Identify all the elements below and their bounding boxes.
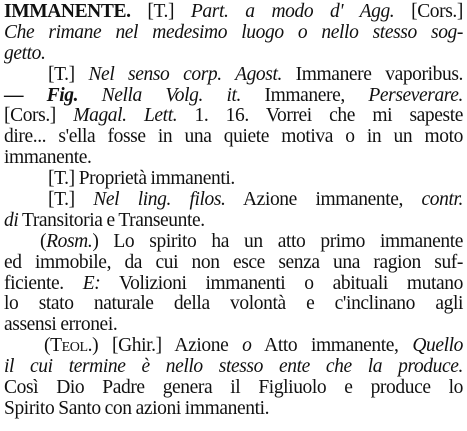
entry-line-13 <box>4 253 463 274</box>
entry-text-run: Fig. <box>46 84 79 106</box>
entry-line-18 <box>4 357 463 378</box>
entry-text-run: Volizioni immanenti o abituali mutano <box>100 272 463 294</box>
entry-text-run: ficiente. <box>4 272 83 294</box>
entry-text-run: ed immobile, da cui non esce senza una ragion suf- <box>4 251 463 273</box>
entry-text-run: — <box>4 84 47 106</box>
entry-text-run: Magal. Lett. <box>73 105 178 127</box>
entry-text-run: Quello <box>412 335 463 357</box>
entry-text-run: [Cors.] <box>394 1 463 22</box>
entry-text-run: ( <box>40 230 47 252</box>
entry-text-run: ) [Ghir.] Azione <box>92 335 243 357</box>
entry-text-run: [T.] <box>48 63 89 85</box>
entry-text-run: Immanere vaporibus. <box>281 63 464 85</box>
entry-line-16 <box>4 315 463 336</box>
entry-text-run: Nel senso corp. Agost. <box>88 63 282 85</box>
entry-text-run: [T.] <box>48 189 94 211</box>
entry-text-run: assensi erronei. <box>4 314 118 336</box>
entry-text-run: ) Lo spirito ha un atto primo immanente <box>92 230 463 252</box>
entry-text-run: Teol. <box>50 335 93 357</box>
entry-text-run: Part. a modo d' Agg. <box>190 1 395 22</box>
entry-text-run: Immanere, <box>240 84 369 106</box>
entry-text-run: E: <box>82 272 101 294</box>
entry-text-run: [T.] Proprietà immanenti. <box>48 168 235 190</box>
entry-text-run: lo stato naturale della volontà e c'inclinano agli <box>4 293 463 315</box>
entry-text-run: immanente. <box>4 147 92 169</box>
entry-line-3 <box>4 44 463 65</box>
entry-text-run: [Cors.] <box>4 105 74 127</box>
entry-text-run: Nel ling. filos. <box>93 189 226 211</box>
entry-text-run: [T.] <box>130 1 191 22</box>
entry-text-run: getto. <box>4 42 46 64</box>
entry-text-run: o <box>242 335 252 357</box>
entry-line-6 <box>4 106 463 127</box>
entry-line-14 <box>4 274 463 295</box>
entry-line-19 <box>4 378 463 399</box>
entry-text-run: Rosm. <box>46 230 93 252</box>
entry-line-8 <box>4 148 463 169</box>
entry-text-run: di <box>4 209 19 231</box>
entry-text-run: Transitoria e Transeunte. <box>18 209 205 231</box>
entry-line-1 <box>4 2 463 23</box>
entry-line-17 <box>4 336 463 357</box>
entry-text-run: 1. 16. Vorrei che mi sapeste <box>177 105 463 127</box>
entry-line-12 <box>4 232 463 253</box>
entry-line-20 <box>4 399 463 420</box>
entry-text-run: Così Dio Padre genera il Figliuolo e produce lo <box>4 377 463 399</box>
entry-line-9 <box>4 169 463 190</box>
entry-line-15 <box>4 294 463 315</box>
entry-text-run: Perseverare. <box>368 84 464 106</box>
entry-text-run: Atto immanente, <box>251 335 413 357</box>
entry-line-11 <box>4 211 463 232</box>
entry-line-5 <box>4 86 463 107</box>
entry-text-run: Azione immanente, <box>225 189 422 211</box>
entry-text-run: il cui termine è nello stesso ente che la produce. <box>4 356 463 378</box>
entry-line-7 <box>4 127 463 148</box>
entry-text-run: ( <box>44 335 51 357</box>
entry-line-10 <box>4 190 463 211</box>
entry-text-run: Che rimane nel medesimo luogo o nello stesso sog- <box>4 21 463 43</box>
dictionary-entry <box>4 2 463 420</box>
entry-line-2 <box>4 23 463 44</box>
entry-text-run: contr. <box>421 189 463 211</box>
entry-text-run: IMMANENTE. <box>4 1 131 22</box>
entry-text-run: dire... s'ella fosse in una quiete motiva o in un moto <box>4 126 463 148</box>
entry-line-4 <box>4 65 463 86</box>
entry-text-run: Spirito Santo con azioni immanenti. <box>4 397 270 419</box>
entry-text-run: Nella Volg. it. <box>78 84 241 106</box>
